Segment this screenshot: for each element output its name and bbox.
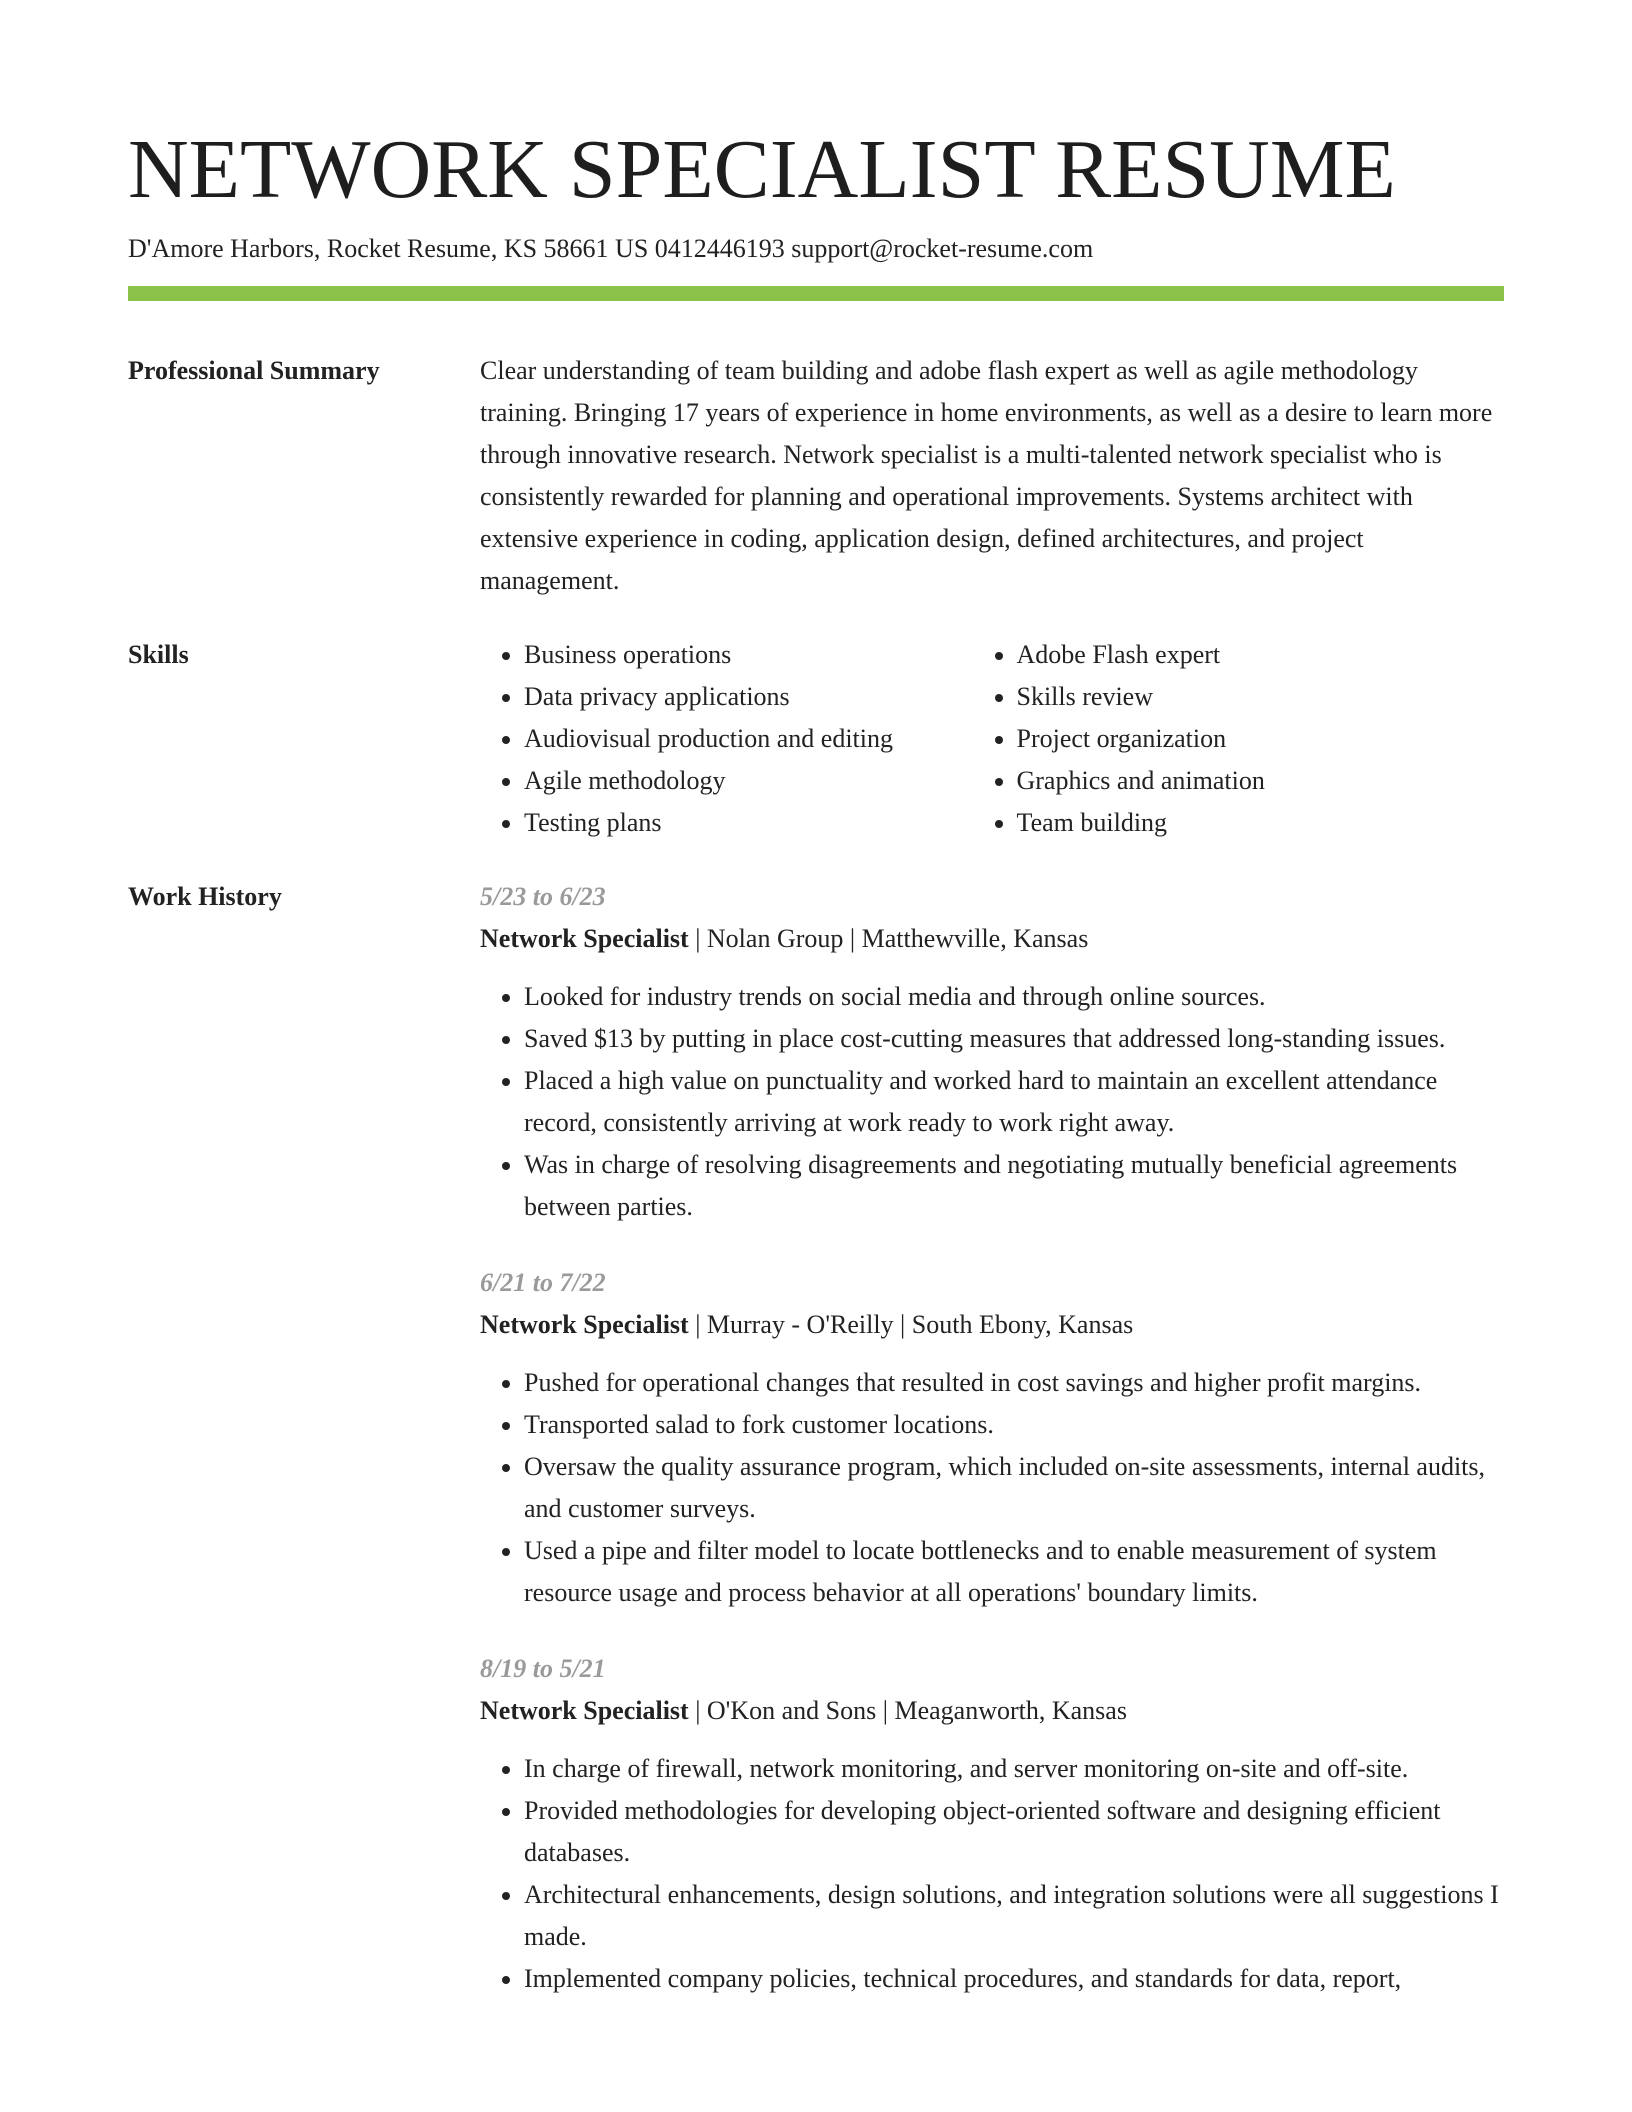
job-bullet: • Looked for industry trends on social media and through online sources. — [524, 976, 1504, 1018]
job-bullet: • Was in charge of resolving disagreements and negotiating mutually beneficial agreements between parties. — [524, 1144, 1504, 1228]
skill-item: • Agile methodology — [524, 760, 973, 802]
job-heading — [480, 918, 1504, 960]
job-bullet: • Placed a high value on punctuality and worked hard to maintain an excellent attendance record, consistently arriving at work ready to work right away. — [524, 1060, 1504, 1144]
job-entry — [480, 876, 1504, 1228]
job-bullets — [480, 1748, 1504, 2000]
job-bullet: • Architectural enhancements, design solutions, and integration solutions were all suggestions I made. — [524, 1874, 1504, 1958]
work-history-body — [480, 876, 1504, 2034]
job-bullet: • Oversaw the quality assurance program, which included on-site assessments, internal audits, and customer surveys. — [524, 1446, 1504, 1530]
skill-item: • Testing plans — [524, 802, 973, 844]
summary-body — [480, 350, 1504, 602]
skill-item: • Adobe Flash expert — [1017, 634, 1505, 676]
job-bullet: • Transported salad to fork customer locations. — [524, 1404, 1504, 1446]
job-details: | Nolan Group | Matthewville, Kansas — [688, 924, 1089, 953]
job-title: Network Specialist — [480, 1696, 689, 1725]
job-dates: 5/23 to 6/23 — [480, 882, 606, 911]
job-heading — [480, 1304, 1504, 1346]
summary-text: Clear understanding of team building and adobe flash expert as well as agile methodology training. Bringing 17 years of experience in home environments, as well as a desire to learn more through innovative research. Network specialist is a multi-talented network specialist who is consistently rewarded for planning and operational improvements. Systems architect with extensive experience in coding, application design, defined architectures, and project management. — [480, 356, 1493, 595]
job-details: | Murray - O'Reilly | South Ebony, Kansas — [688, 1310, 1134, 1339]
job-title: Network Specialist — [480, 1310, 689, 1339]
skill-item: • Data privacy applications — [524, 676, 973, 718]
skills-label: Skills — [128, 640, 189, 669]
skills-body — [480, 634, 1504, 844]
job-bullet: • In charge of firewall, network monitoring, and server monitoring on-site and off-site. — [524, 1748, 1504, 1790]
job-bullet: • Saved $13 by putting in place cost-cutting measures that addressed long-standing issues. — [524, 1018, 1504, 1060]
skill-item: • Project organization — [1017, 718, 1505, 760]
job-bullets — [480, 976, 1504, 1228]
skill-item: • Audiovisual production and editing — [524, 718, 973, 760]
skills-column-2 — [973, 634, 1505, 844]
contact-line: D'Amore Harbors, Rocket Resume, KS 58661 US 0412446193 support@rocket-resume.com — [128, 234, 1094, 263]
work-history-label: Work History — [128, 882, 282, 911]
job-details: | O'Kon and Sons | Meaganworth, Kansas — [688, 1696, 1127, 1725]
skills-column-1 — [480, 634, 973, 844]
job-entry — [480, 1262, 1504, 1614]
skill-item: • Graphics and animation — [1017, 760, 1505, 802]
job-heading — [480, 1690, 1504, 1732]
job-bullet: • Used a pipe and filter model to locate bottlenecks and to enable measurement of system resource usage and process behavior at all operations' boundary limits. — [524, 1530, 1504, 1614]
summary-label: Professional Summary — [128, 356, 380, 385]
job-bullet: • Provided methodologies for developing object-oriented software and designing efficient databases. — [524, 1790, 1504, 1874]
job-title: Network Specialist — [480, 924, 689, 953]
job-dates: 8/19 to 5/21 — [480, 1654, 606, 1683]
job-dates: 6/21 to 7/22 — [480, 1268, 606, 1297]
job-bullet: • Pushed for operational changes that resulted in cost savings and higher profit margins. — [524, 1362, 1504, 1404]
page-title: NETWORK SPECIALIST RESUME — [128, 123, 1396, 216]
job-bullet: • Implemented company policies, technical procedures, and standards for data, report, — [524, 1958, 1504, 2000]
skill-item: • Business operations — [524, 634, 973, 676]
job-bullets — [480, 1362, 1504, 1614]
accent-divider — [128, 286, 1504, 301]
skill-item: • Skills review — [1017, 676, 1505, 718]
skill-item: • Team building — [1017, 802, 1505, 844]
job-entry — [480, 1648, 1504, 2000]
